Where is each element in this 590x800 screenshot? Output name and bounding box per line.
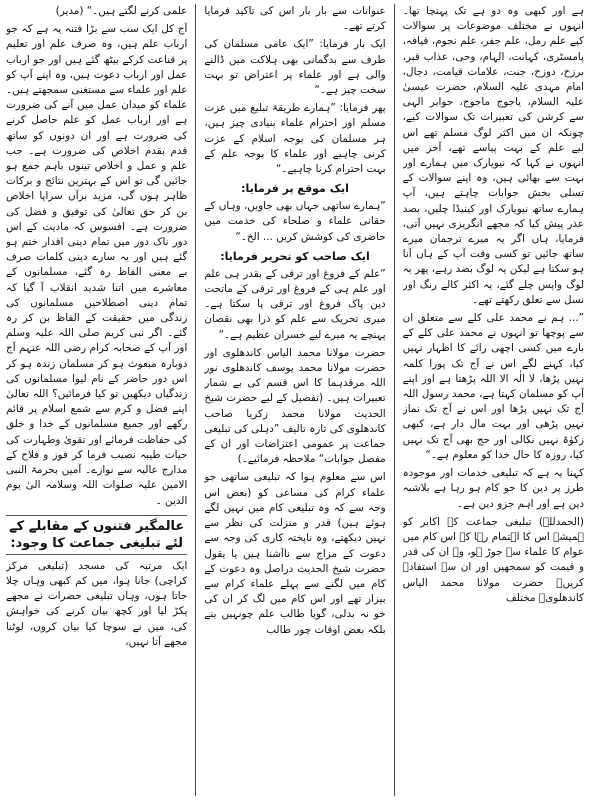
- paragraph: پھر فرمایا: ”ہمارے طریقۂ تبلیغ میں عزت مسلم اور احترام علماء بنیادی چیز ہیں، ہر مسلمان کی بوجہ اسلام کے عزت کرنی چاہیے اور علماء کا بوجہ علم کے بہت احترام کرنا چاہیے۔“: [204, 102, 386, 176]
- paragraph: ایک بار فرمایا: ”ایک عامی مسلمان کی طرف سے بدگمانی بھی ہلاکت میں ڈالنے والی ہے اور علماء پر اعتراض تو بہت سخت چیز ہے۔“: [204, 38, 386, 97]
- column-divider: [195, 4, 196, 796]
- column-middle: [204, 4, 385, 796]
- column-left: [6, 4, 187, 796]
- paragraph: حضرت مولانا محمد الیاس کاندھلوی اور حضرت مولانا محمد یوسف کاندھلوی نور اللہ مرقدہما کا اس قسم کی بے شمار تعبیرات ہیں۔ (تفصیل کے لیے حضرت شیخ الحدیث مولانا محمد زکریا صاحب کاندھلوی کی تازہ تالیف ”دہلی کی تبلیغی جماعت پر عمومی اعتراضات اور ان کے مفصل جوابات“ ملاحظہ فرمائیے۔): [204, 346, 386, 466]
- paragraph: ”ہمارے ساتھی جہاں بھی جاویں، وہاں کے حقانی علماء و صلحاء کی خدمت میں حاضری کی کوشش کریں ... الخ۔“: [204, 200, 386, 243]
- section-heading: عالمگیر فتنوں کے مقابلے کے لئے تبلیغی جماعت کا وجود:: [6, 515, 187, 555]
- paragraph: عنوانات سے بار بار اس کی تاکید فرمایا کرتے تھے۔: [204, 5, 386, 33]
- paragraph: ”علم کے فروغ اور ترقی کے بقدر ہی علم اور علم ہی کے فروغ اور ترقی کے ماتحت دین پاک فروغ اور ترقی پا سکتا ہے۔ میری تحریک سے علم کو ذرا بھی نقصان پہنچے یہ میرے لیے خسران عظیم ہے۔“: [204, 267, 386, 341]
- paragraph: ایک مرتبہ کی مسجد (تبلیغی مرکز کراچی) جانا ہوا، میں کم کبھی وہاں چلا جاتا ہوں، وہاں تبلیغی حضرات نے مجھے پکڑ لیا اور کچھ بیان کرنے کی خواہش کی، میں نے سوچا کیا بیان کروں، لوٹنا مجھے آتا نہیں،: [6, 559, 188, 648]
- paragraph: ہے اور کبھی وہ دو ہے تک پہنچا تھا۔ انہوں نے مختلف موضوعات پر سوالات کیے علم رمل، علم جفر، علم نجوم، قیافہ، پامسٹری، کہانت، الہام، وحی، عذاب قبر، برزخ، دوزخ، جنت، علامات قیامت، دجال، امام مہدی علیہ السلام، حضرت عیسیٰ علیہ السلام، یاجوج ماجوج، جوابر الہی سے کرشن کی تعبیرات تک سوالات کیے، چونکہ ان میں اکثر لوگ مسلم تھے اس لیے علم کے بہت پیاسے تھے، آخر میں انہوں نے کہا کہ نیویارک میں ہمارے اور بہت سے بھائی ہیں، وہ اپنے سوالات کے تسلی بخش جوابات چاہتے ہیں، آپ ہمارے ساتھ نیویارک اور کینیڈا چلیں، بصد عذر پیش کیا کہ مجھے انگریزی نہیں آتی، فرمایا، ہاں اگر یہ میرے ترجمان میرے ساتھ جائیں تو کسی وقت آپ کے ہاں آنا ہو سکتا ہے لیکن یہ لوگ بضد رہے، پھر یہ لوگ واپس چلے گئے، یہ اکثر کالے رنگ اور نسل سے تعلق رکھتے تھے۔: [402, 5, 584, 306]
- paragraph: علمی کرنے لگتے ہیں۔“ (مدیر): [55, 5, 188, 17]
- subheading: ایک موقع پر فرمایا:: [241, 182, 349, 196]
- paragraph: ”... ہم نے محمد علی کلے سے متعلق ان سے پوچھا تو انہوں نے محمد علی کلے کے بارے میں کسی اچھی رائے کا اظہار نہیں کیا، کہنے لگے اس نے آج تک پورا کلمہ نہیں پڑھا، لا الٰہ الا اللہ پڑھتا ہے اور اپنے آپ کو مسلمان کہتا ہے، محمد رسول اللہ آج تک نہیں پڑھا اور اس نے آج تک نماز نہیں پڑھی اور بہت مال دار ہے، کبھی زکوٰۃ نہیں نکالی اور حج بھی آج تک نہیں کیا، روزہ کا حال خدا کو معلوم ہے۔“: [402, 312, 584, 461]
- paragraph: کہنا یہ ہے کہ تبلیغی خدمات اور موجودہ طرز پر دین کا جو کام ہو رہا ہے بلاشبہ دین ہے اور اہم جزو دین ہے۔: [402, 467, 584, 510]
- subheading: ایک صاحب کو تحریر فرمایا:: [220, 249, 370, 263]
- paragraph: (الحمدللہ) تبلیغی جماعت کے اکابر کو ہمیشہ اس کا اہتمام رہا کہ اس کام میں عوام کا علماء سے جوڑ ہو، وہ ان کی قدر و قیمت کو سمجھیں اور ان سے استفادہ کریں۔ حضرت مولانا محمد الیاس کاندھلویؒ مختلف: [402, 515, 584, 604]
- paragraph: اس سے معلوم ہوا کہ تبلیغی ساتھی جو علماء کرام کی مساعی کو (بعض اس وجہ سے کہ وہ تبلیغی کام میں نہیں لگے ہوئے ہیں) قدر و منزلت کی نظر سے نہیں دیکھتے، وہ ناپختہ کاری کی وجہ سے دعوت کے مزاج سے ناآشنا ہیں یا یقول حضرت شیخ الحدیث دراصل وہ دعوت کے کام میں لگنے سے پہلے علماء کرام سے بیزار تھے اور اس کام میں لگ کر ان کی خو نہ بدلی، گویا طالب علم چونہیں بنے بلکہ بعض اوقات چور طالب: [204, 471, 386, 636]
- column-right: [403, 4, 584, 796]
- paragraph: آج کل ایک سب سے بڑا فتنہ یہ ہے کہ جو ارباب علم ہیں، وہ صرف علم اور تعلیم پر قناعت کرکے بیٹھ گئے ہیں اور جو ارباب عمل اور ارباب دعوت ہیں، وہ اپنے آپ کو علم اور علماء سے مستغنی سمجھتے ہیں۔ علماء کو میدان عمل میں آنے کی ضرورت ہے اور ارباب عمل کو علم حاصل کرنے کی ضرورت ہے اور ان دونوں کو ساتھ قدم بقدم اخلاص کی ضرورت ہے۔ جب علم و عمل و اخلاص تینوں باہم جمع ہو جائیں گی تو اس کے بہترین نتائج و برکات ظاہر ہوں گی، مزید برآں سراپا اخلاص بن کر حق تعالیٰ کی توفیق و فضل کی ضرورت ہے۔ افسوس کہ مادیت کے اس دور ناک دور میں تمام دینی اقدار ختم ہو گئے ہیں اور یہ سارے دینی کلمات صرف بے معنی الفاظ رہ گئے، مسلمانوں کے معاشرے میں اتنا شدید انقلاب آ گیا کہ تمام دینی اصطلاحیں مسلمانوں کی زندگی میں حقیقت کے الفاظ بن کر رہ گئے۔ اگر نبی کریم صلی اللہ علیہ وسلم اور آپ کے صحابہ کرام رضی اللہ عنہم آج دوبارہ مبعوث ہو کر مسلمان زندہ ہو کر اس دور حاضر کے نام لیوا مسلمانوں کی زندگیاں دیکھیں تو کیا فرمائیں؟ اللہ تعالیٰ اپنے فضل و کرم سے شمع اسلام پر قائم رکھے اور جمیع مسلمانوں کے خدا و خلق کی حفاظت فرمائے اور تقویٰ وطہارت کی حیات طیبہ نصیب فرما کر فوز و فلاح کے مدارج عالیہ سے نوازے۔ آمین بحرمۃ النبی الامین علیہ صلوات اللہ وسلامہ الیٰ یوم الدین ۔: [6, 23, 188, 507]
- column-divider: [394, 4, 395, 796]
